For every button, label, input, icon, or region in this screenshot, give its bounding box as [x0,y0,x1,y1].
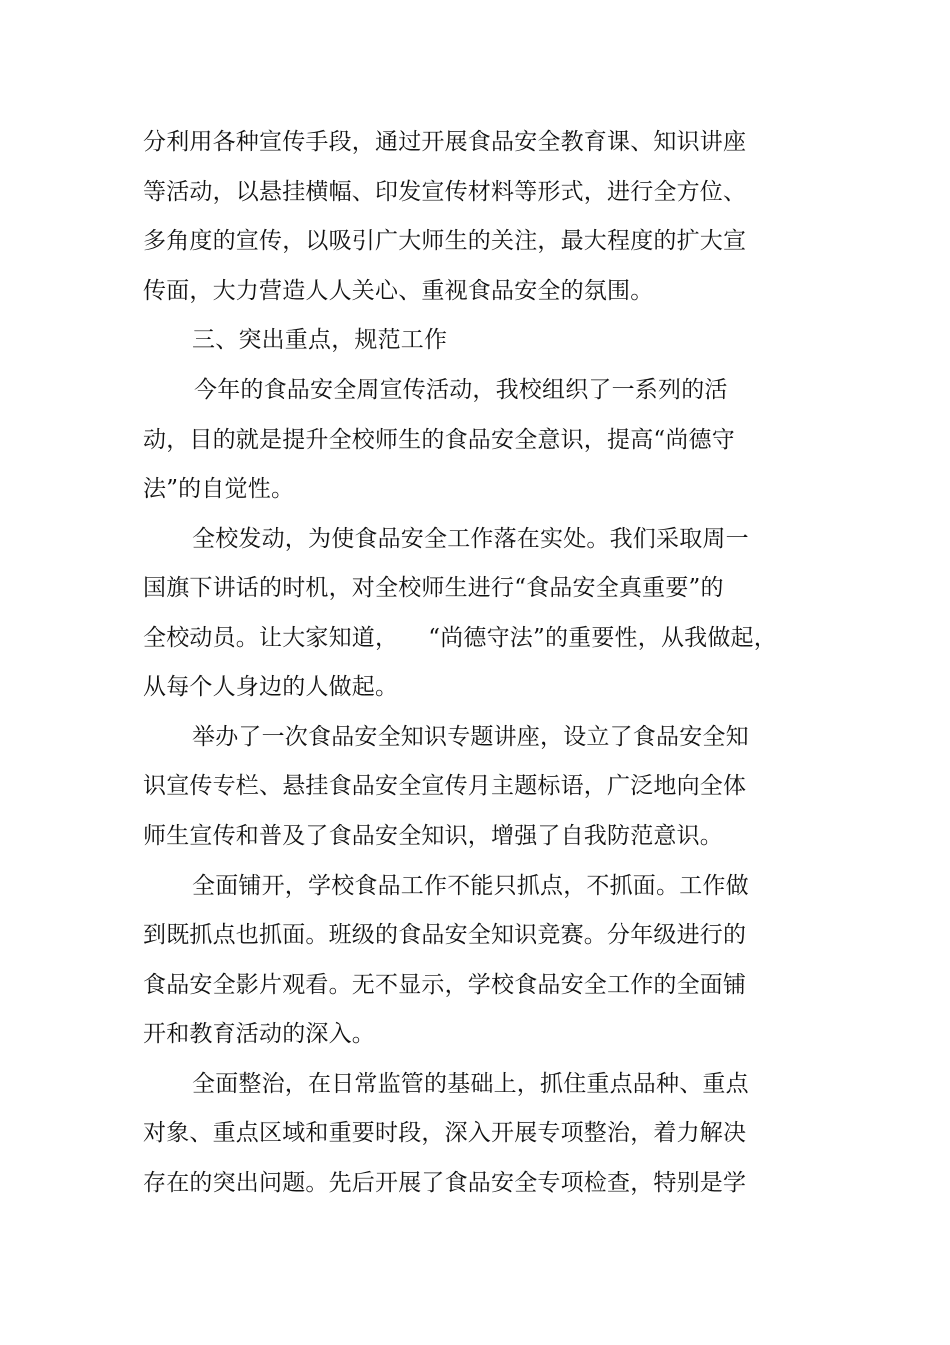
text-line: 等活动，以悬挂横幅、印发宣传材料等形式，进行全方位、 [143,179,747,205]
text-line: 多角度的宣传，以吸引广大师生的关注，最大程度的扩大宣 [143,228,747,254]
text-line: 从每个人身边的人做起。 [143,674,399,700]
text-line: 传面，大力营造人人关心、重视食品安全的氛围。 [143,278,654,304]
text-line: 到既抓点也抓面。班级的食品安全知识竞赛。分年级进行的 [143,922,747,948]
text-line: 食品安全影片观看。无不显示，学校食品安全工作的全面铺 [143,972,747,998]
text-line: 全校动员。让大家知道， “尚德守法”的重要性，从我做起， [143,625,777,651]
text-line: 师生宣传和普及了食品安全知识，增强了自我防范意识。 [143,823,723,849]
section-heading: 三、突出重点，规范工作 [192,327,448,353]
text-line: 法”的自觉性。 [143,476,295,502]
text-line: 识宣传专栏、悬挂食品安全宣传月主题标语，广泛地向全体 [143,773,747,799]
text-line: 全面铺开，学校食品工作不能只抓点，不抓面。工作做 [192,873,749,899]
text-line: 全校发动，为使食品安全工作落在实处。我们采取周一 [192,526,749,552]
text-line: 对象、重点区域和重要时段，深入开展专项整治，着力解决 [143,1120,747,1146]
text-line: 存在的突出问题。先后开展了食品安全专项检查，特别是学 [143,1170,747,1196]
text-line: 国旗下讲话的时机，对全校师生进行“食品安全真重要”的 [143,575,724,601]
text-line: 开和教育活动的深入。 [143,1021,375,1047]
text-line: 全面整治，在日常监管的基础上，抓住重点品种、重点 [192,1071,749,1097]
text-line: 分利用各种宣传手段，通过开展食品安全教育课、知识讲座 [143,129,747,155]
text-line: 动，目的就是提升全校师生的食品安全意识，提高“尚德守 [143,427,735,453]
text-line: 举办了一次食品安全知识专题讲座，设立了食品安全知 [192,724,749,750]
text-line: 今年的食品安全周宣传活动，我校组织了一系列的活 [194,377,728,403]
